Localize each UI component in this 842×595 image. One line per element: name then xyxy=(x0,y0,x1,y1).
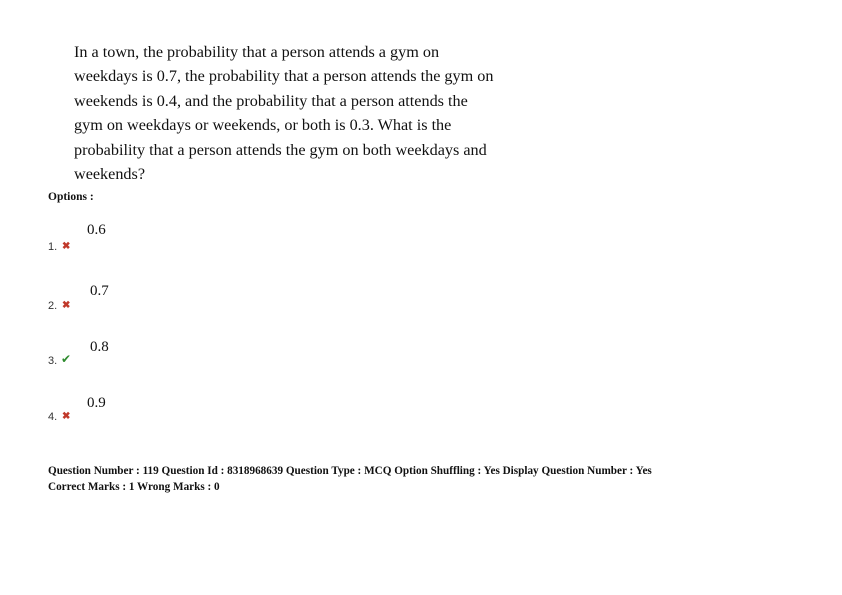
question-info-line: Question Number : 119 Question Id : 8318968639 Question Type : MCQ Option Shuffling : Yes Display Question Number : Yes xyxy=(48,465,652,477)
option-number: 2. xyxy=(48,300,58,312)
question-line: gym on weekdays or weekends, or both is 0.3. What is the xyxy=(74,116,452,135)
option-number: 1. xyxy=(48,241,58,253)
option-value: 0.9 xyxy=(87,395,106,411)
option-value: 0.8 xyxy=(90,339,109,355)
option-number: 3. xyxy=(48,355,58,367)
option-3 xyxy=(0,339,300,379)
option-2 xyxy=(0,282,300,322)
option-number: 4. xyxy=(48,411,58,423)
question-line: weekdays is 0.7, the probability that a person attends the gym on xyxy=(74,67,494,86)
marks-info-line: Correct Marks : 1 Wrong Marks : 0 xyxy=(48,480,220,493)
cross-icon: ✖ xyxy=(62,411,71,422)
option-value: 0.7 xyxy=(90,283,109,299)
question-line: weekends is 0.4, and the probability that a person attends the xyxy=(74,91,468,110)
question-line: In a town, the probability that a person attends a gym on xyxy=(74,43,440,61)
cross-icon: ✖ xyxy=(62,241,71,252)
option-1 xyxy=(0,220,300,260)
options-heading: Options : xyxy=(48,191,94,203)
question-metadata xyxy=(48,464,652,495)
check-icon: ✔ xyxy=(61,352,72,366)
option-value: 0.6 xyxy=(87,222,106,238)
question-line: weekends? xyxy=(74,165,146,184)
option-4 xyxy=(0,395,300,435)
question-line: probability that a person attends the gym on both weekdays and xyxy=(74,140,487,159)
cross-icon: ✖ xyxy=(62,300,71,311)
question-text xyxy=(74,40,564,186)
